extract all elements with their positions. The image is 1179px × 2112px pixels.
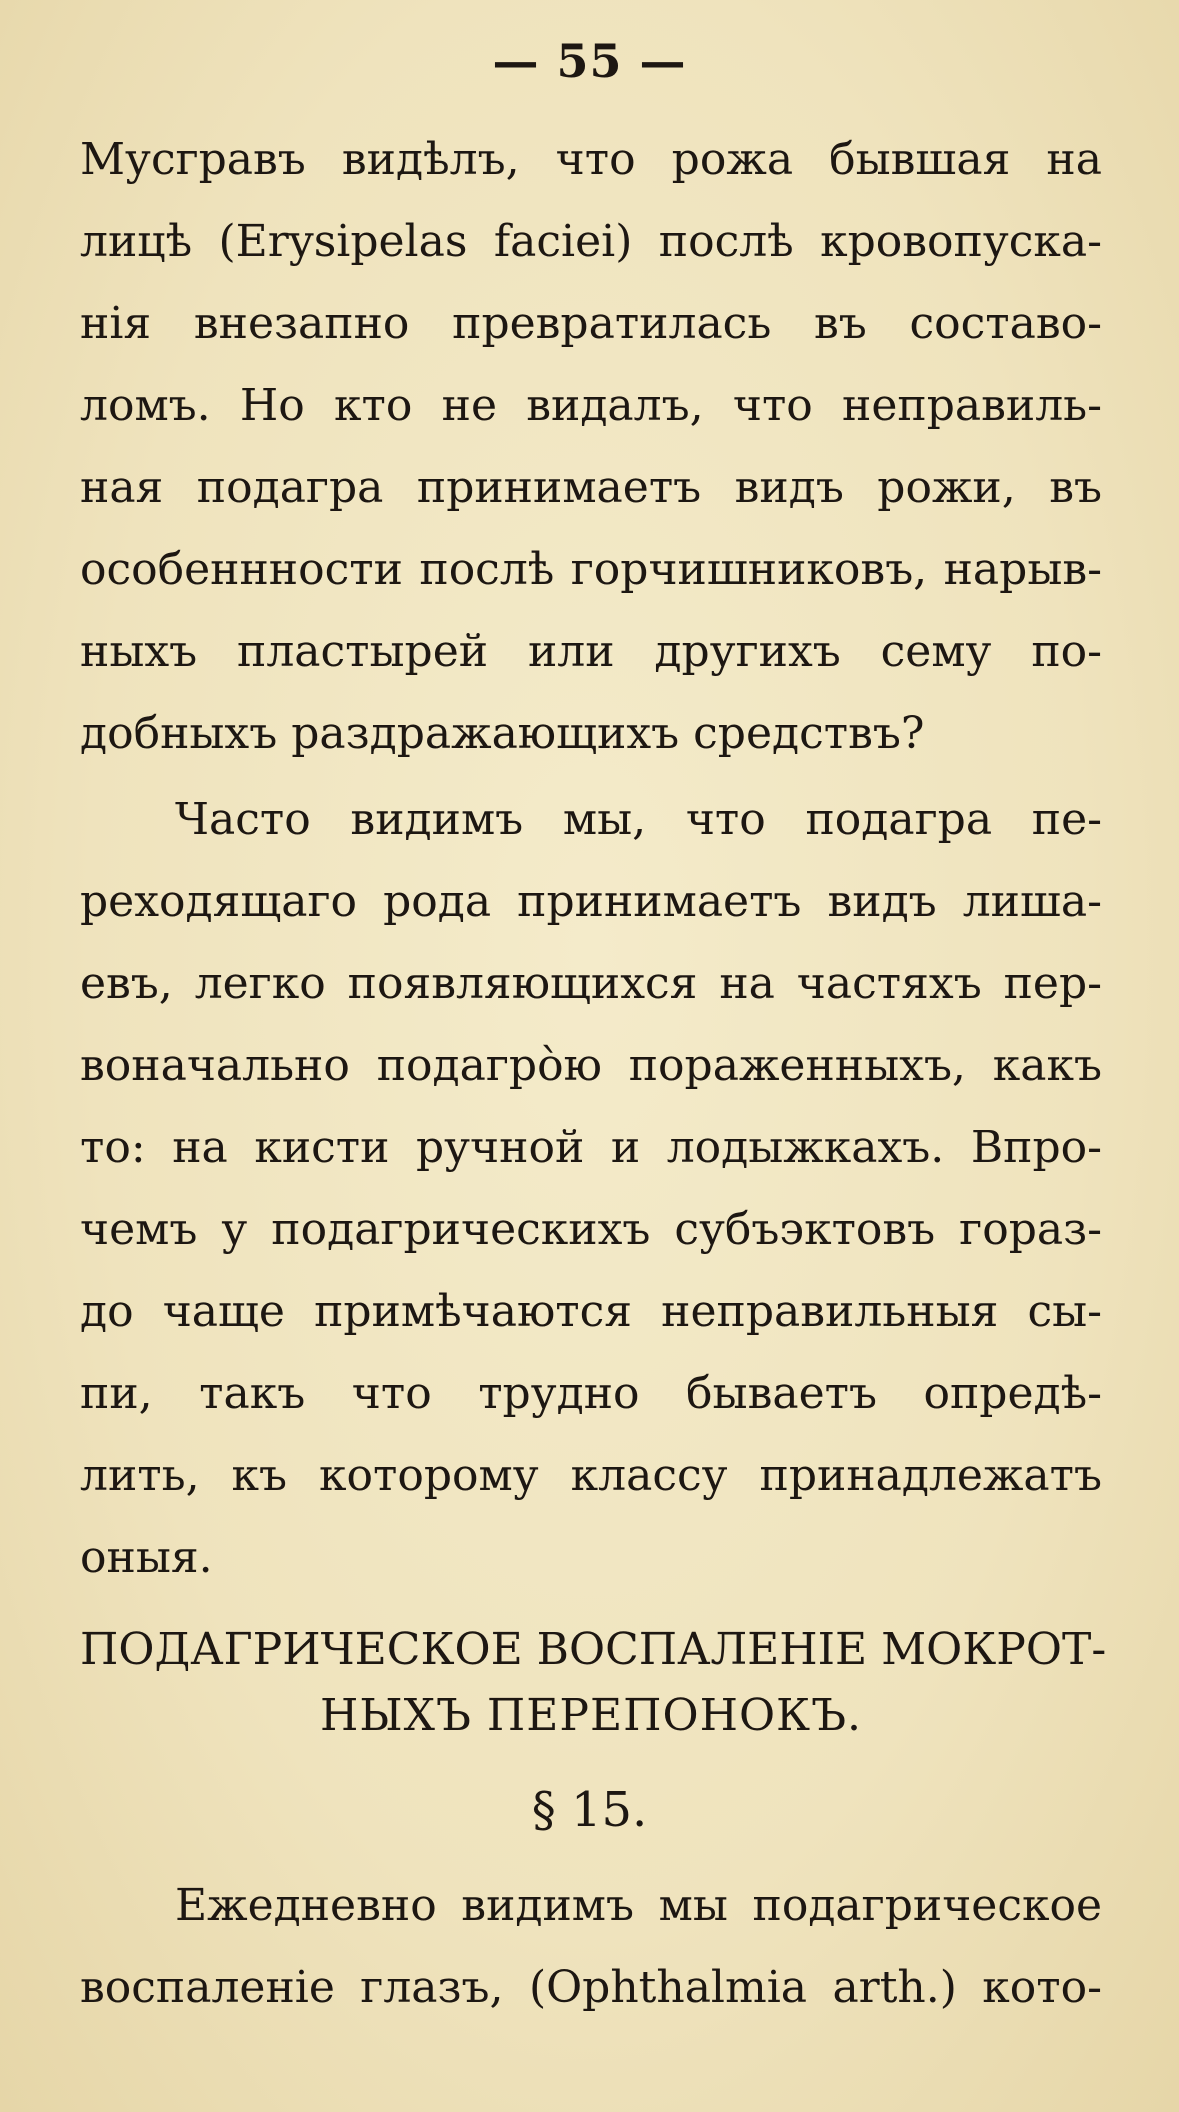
text-line: особеннности послѣ горчишниковъ, нарыв- [80, 544, 1102, 595]
section-number: § 15. [531, 1782, 648, 1838]
text-line: воспаленіе глазъ, (Ophthalmia arth.) кото- [80, 1962, 1102, 2013]
section-heading-line: НЫХЪ ПЕРЕПОНОКЪ. [319, 1690, 863, 1741]
text-line: оныя. [80, 1532, 213, 1583]
text-line: евъ, легко появляющихся на частяхъ пер- [80, 958, 1102, 1009]
section-heading-line: ПОДАГРИЧЕСКОЕ ВОСПАЛЕНІЕ МОКРОТ- [80, 1624, 1107, 1675]
text-line: реходящаго рода принимаетъ видъ лиша- [80, 876, 1102, 927]
page-number: — 55 — [492, 34, 687, 88]
text-line: Часто видимъ мы, что подагра пе- [175, 794, 1102, 845]
text-line: Ежедневно видимъ мы подагрическое [175, 1880, 1102, 1931]
text-line: воначально подагрòю пораженныхъ, какъ [80, 1040, 1102, 1091]
text-line: добныхъ раздражающихъ средствъ? [80, 708, 925, 759]
text-line: нія внезапно превратилась въ составо- [80, 298, 1102, 349]
text-line: ныхъ пластырей или другихъ сему по- [80, 626, 1102, 677]
text-line: Мусгравъ видѣлъ, что рожа бывшая на [80, 134, 1102, 185]
text-line: ная подагра принимаетъ видъ рожи, въ [80, 462, 1102, 513]
text-line: лицѣ (Erysipelas faciei) послѣ кровопуска- [80, 216, 1102, 267]
text-line: до чаще примѣчаются неправильныя сы- [80, 1286, 1102, 1337]
text-line: чемъ у подагрическихъ субъэктовъ гораз- [80, 1204, 1102, 1255]
text-line: ломъ. Но кто не видалъ, что неправиль- [80, 380, 1102, 431]
text-line: то: на кисти ручной и лодыжкахъ. Впро- [80, 1122, 1102, 1173]
text-line: лить, къ которому классу принадлежатъ [80, 1450, 1102, 1501]
text-line: пи, такъ что трудно бываетъ опредѣ- [80, 1368, 1102, 1419]
